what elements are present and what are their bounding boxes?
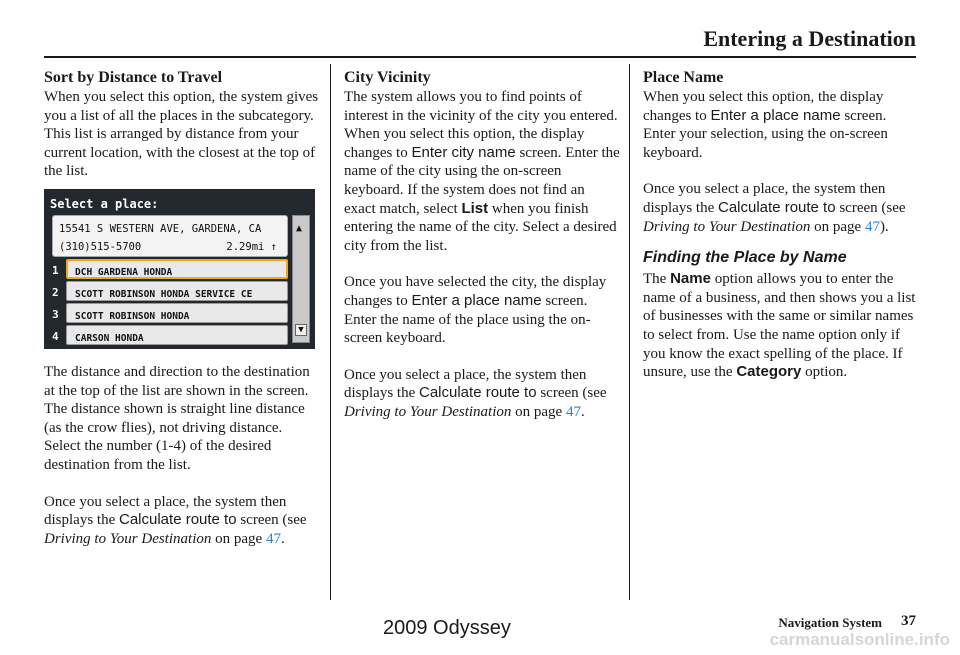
page-number: 37: [901, 613, 916, 629]
text: when you finish entering the name of the city. Select a desired city from the list.: [344, 200, 617, 254]
reference-title: Driving to Your Destination: [44, 530, 212, 547]
paragraph: The distance and direction to the destination at the top of the list are shown in the screen. The distance shown is straight line distance (as the crow flies), not driving distance. Select the number (1-4) of the desired destination from the list.: [44, 363, 310, 473]
text: Once you select a place, the system then displays the: [643, 181, 886, 216]
list-item-number: 3: [52, 307, 59, 321]
text: The: [643, 271, 671, 288]
text: When you select this option, the display changes to: [643, 89, 884, 124]
button-name: Category: [736, 363, 802, 381]
reference-title: Driving to Your Destination: [344, 403, 512, 420]
section-heading-place-name: Place Name: [643, 69, 724, 86]
text: The system allows you to find points of interest in the vicinity of the city you entered. When you select this option, the display changes to: [344, 89, 618, 161]
column-3: [643, 68, 919, 400]
section-heading-sort-by-distance: Sort by Distance to Travel: [44, 69, 223, 86]
screen-name: Calculate route to: [718, 198, 836, 216]
nav-screen-image: [44, 189, 315, 349]
address-text: 15541 S WESTERN AVE, GARDENA, CA: [59, 222, 262, 235]
page-link[interactable]: 47: [864, 218, 880, 235]
section-heading-city-vicinity: City Vicinity: [344, 69, 431, 86]
list-item[interactable]: [44, 325, 315, 345]
text: .: [280, 530, 285, 547]
watermark: carmanualsonline.info: [769, 630, 950, 649]
paragraph: [344, 273, 620, 347]
text: screen (see: [536, 385, 607, 402]
paragraph: [643, 88, 919, 162]
list-item-label[interactable]: CARSON HONDA: [66, 325, 288, 345]
screen-title: Select a place:: [50, 196, 159, 211]
reference-title: Driving to Your Destination: [643, 218, 811, 235]
list-item-label[interactable]: SCOTT ROBINSON HONDA SERVICE CE: [66, 281, 288, 301]
screen-name: Calculate route to: [419, 384, 537, 402]
paragraph: When you select this option, the system gives you a list of all the places in the subcategory. This list is arranged by distance from your current location, with the closest at the top of the list.: [44, 89, 319, 180]
paragraph: [344, 88, 620, 255]
footer-section-title: Navigation System: [778, 615, 882, 630]
column-1: [44, 68, 320, 566]
list-item-label[interactable]: DCH GARDENA HONDA: [66, 259, 288, 279]
header-rule: [44, 56, 916, 58]
list-item-number: 1: [52, 263, 59, 277]
text: on page: [810, 218, 865, 235]
text: Once you select a place, the system then displays the: [344, 366, 587, 402]
text: ).: [879, 218, 889, 235]
text: screen. Enter the name of the city using the on-screen keyboard. If the system does not find an exact match, select: [344, 144, 620, 217]
list-item[interactable]: [44, 281, 315, 301]
button-name: List: [461, 199, 489, 217]
page-link[interactable]: 47: [265, 530, 281, 547]
column-2: [344, 68, 620, 440]
scrollbar[interactable]: [292, 215, 310, 343]
text: option.: [801, 364, 848, 381]
text: Once you have selected the city, the display changes to: [344, 274, 607, 309]
column-divider: [629, 64, 630, 600]
column-divider: [330, 64, 331, 600]
text: screen (see: [835, 199, 906, 216]
distance-value: 2.29mi: [226, 240, 265, 253]
text: on page: [211, 530, 266, 547]
footer-model-name: 2009 Odyssey: [383, 617, 511, 639]
page-title: Entering a Destination: [703, 26, 916, 51]
list-item-number: 2: [52, 285, 59, 299]
paragraph: [44, 493, 320, 549]
text: screen. Enter your selection, using the on-screen keyboard.: [643, 107, 888, 161]
text: option allows you to enter the name of a business, and then shows you a list of businesses with the same or similar names to select from. Use the name option only if you know the exact spelling of the place. If unsure, use the: [643, 271, 916, 381]
list-item-label[interactable]: SCOTT ROBINSON HONDA: [66, 303, 288, 323]
screen-name: Enter a place name: [411, 291, 542, 309]
subsection-heading-finding-by-name: Finding the Place by Name: [643, 249, 847, 267]
destination-info-box: [52, 215, 288, 257]
paragraph: [643, 270, 919, 382]
text: Once you select a place, the system then displays the: [44, 493, 287, 529]
list-item[interactable]: [44, 303, 315, 323]
list-item-number: 4: [52, 329, 59, 343]
paragraph: [344, 366, 620, 422]
text: on page: [511, 403, 566, 420]
distance-text: [226, 238, 277, 257]
phone-text: (310)515-5700: [59, 240, 142, 253]
screen-name: Calculate route to: [119, 511, 237, 529]
button-name: Name: [670, 270, 711, 288]
scroll-down-icon[interactable]: ▼: [295, 324, 307, 336]
direction-arrow-icon: ↑: [270, 240, 277, 253]
paragraph: [643, 180, 919, 236]
text: .: [580, 403, 585, 420]
text: screen (see: [236, 512, 307, 529]
list-item[interactable]: [44, 259, 315, 279]
scroll-up-icon[interactable]: ▲: [296, 222, 303, 234]
screen-name: Enter city name: [411, 143, 516, 161]
text: screen. Enter the name of the place using the on-screen keyboard.: [344, 292, 591, 347]
screen-name: Enter a place name: [710, 106, 841, 124]
page-link[interactable]: 47: [565, 403, 581, 420]
